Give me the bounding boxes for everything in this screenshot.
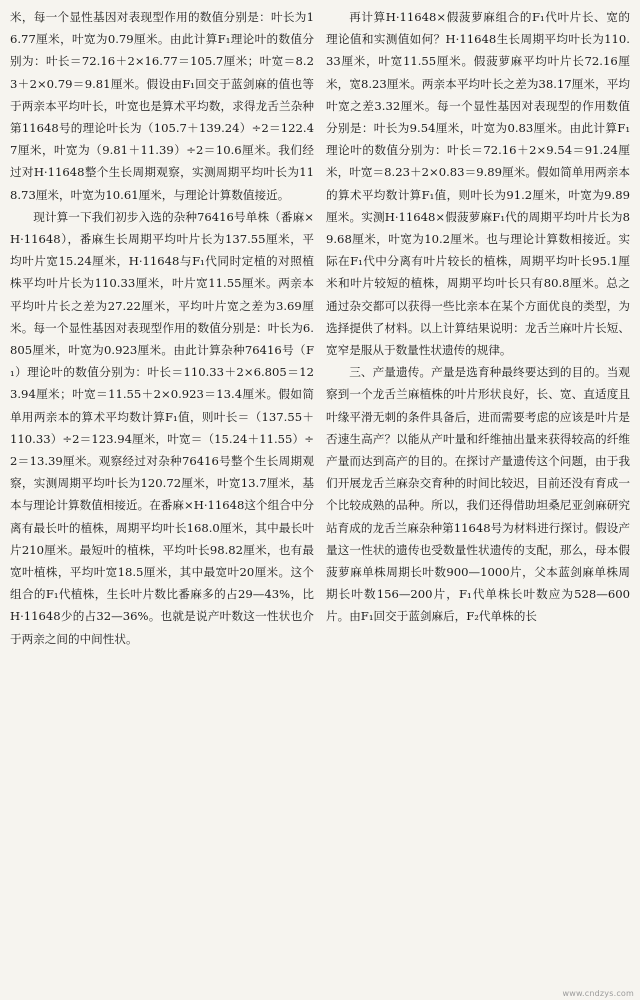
right-paragraph-2: 三、产量遗传。产量是选育种最终要达到的目的。当观察到一个龙舌兰麻植株的叶片形状良好，长、宽、直适度且叶缘平滑无刺的条件具备后，进而需要考虑的应该是叶片是否速生高产？以能从产叶量和纤维抽出量来获得较高的纤维产量而达到高产的目的。在探讨产量遗传这个问题，由于我们开展龙舌兰麻杂交育种的时间比较迟，目前还没有育成一个比较成熟的品种。所以，我们还得借助坦桑尼亚剑麻研究站育成的龙舌兰麻杂种第11648号为材料进行探讨。假设产量这一性状的遗传也受数量性状遗传的支配，那么，母本假菠萝麻单株周期长叶数900—1000片，父本蓝剑麻单株周期长叶数156—200片，F₁代单株长叶数应为528—600片。由F₁回交于蓝剑麻后，F₂代单株的长 [326, 365, 630, 624]
right-column [326, 6, 630, 628]
left-paragraph-2: 现计算一下我们初步入选的杂种76416号单株（番麻×H·11648），番麻生长周期平均叶片长为137.55厘米，平均叶片宽15.24厘米，H·11648与F₁代同时定植的对照植株平均叶片长为110.33厘米，叶片宽11.55厘米。两亲本平均叶片长之差为27.22厘米，平均叶片宽之差为3.69厘米。每一个显性基因对表现型作用的数值分别是：叶长为6.805厘米，叶宽为0.923厘米。由此计算杂种76416号（F₁）理论叶的数值分别为：叶长＝110.33＋2×6.805＝123.94厘米；叶宽＝11.55＋2×0.923＝13.4厘米。假如简单用两亲本的算术平均数计算F₁值，则叶长＝（137.55＋110.33）÷2＝123.94厘米，叶宽＝（15.24＋11.55）÷2＝13.39厘米。观察经过对杂种76416号整个生长周期观察，实测周期平均叶长为120.72厘米，叶宽13.7厘米，基本与理论计算数值相接近。在番麻×H·11648这个组合中分离有最长叶的植株，周期平均叶长168.0厘米，其中最长叶片210厘米。最短叶的植株，平均叶长98.82厘米，也有最宽叶植株，平均叶宽18.5厘米，其中最宽叶20厘米。这个组合的F₁代植株，生长叶片数比番麻多的占29—43%，比H·11648少的占32—36%。也就是说产叶数这一性状也介于两亲之间的中间性状。 [10, 209, 314, 646]
watermark: www.cndzys.com [562, 989, 634, 998]
left-column [10, 6, 314, 650]
right-paragraph-1: 再计算H·11648×假菠萝麻组合的F₁代叶片长、宽的理论值和实测值如何？H·11648生长周期平均叶长为110.33厘米，叶宽11.55厘米。假菠萝麻平均叶片长72.16厘米，宽8.23厘米。两亲本平均叶长之差为38.17厘米，平均叶宽之差3.32厘米。每一个显性基因对表现型的作用数值分别是：叶长为9.54厘米，叶宽为0.83厘米。由此计算F₁理论叶的数值分别为：叶长＝72.16＋2×9.54＝91.24厘米，叶宽＝8.23＋2×0.83＝9.89厘米。假如简单用两亲本的算术平均数计算F₁值，则叶长为91.2厘米，叶宽为9.89厘米。实测H·11648×假菠萝麻F₁代的周期平均叶片长为89.68厘米，叶宽为10.2厘米。也与理论计算数相接近。实际在F₁代中分离有叶片较长的植株，周期平均叶长95.1厘米和叶片较短的植株，周期平均叶长只有80.8厘米。总之通过杂交都可以获得一些比亲本在某个方面优良的类型，为选择提供了材料。以上计算结果说明：龙舌兰麻叶片长短、宽窄是服从于数量性状遗传的规律。 [326, 10, 630, 358]
left-paragraph-1: 米，每一个显性基因对表现型作用的数值分别是：叶长为16.77厘米，叶宽为0.79厘米。由此计算F₁理论叶的数值分别为：叶长＝72.16＋2×16.77＝105.7厘米；叶宽＝8.23＋2×0.79＝9.81厘米。假设由F₁回交于蓝剑麻的值也等于两亲本平均叶长，叶宽也是算术平均数，求得龙舌兰杂种第11648号的理论叶长为（105.7＋139.24）÷2＝122.47厘米，叶宽为（9.81＋11.39）÷2＝10.6厘米。我们经过对H·11648整个生长周期观察，实测周期平均叶长为118.73厘米，叶宽为10.61厘米，与理论计算数值接近。 [10, 10, 314, 202]
